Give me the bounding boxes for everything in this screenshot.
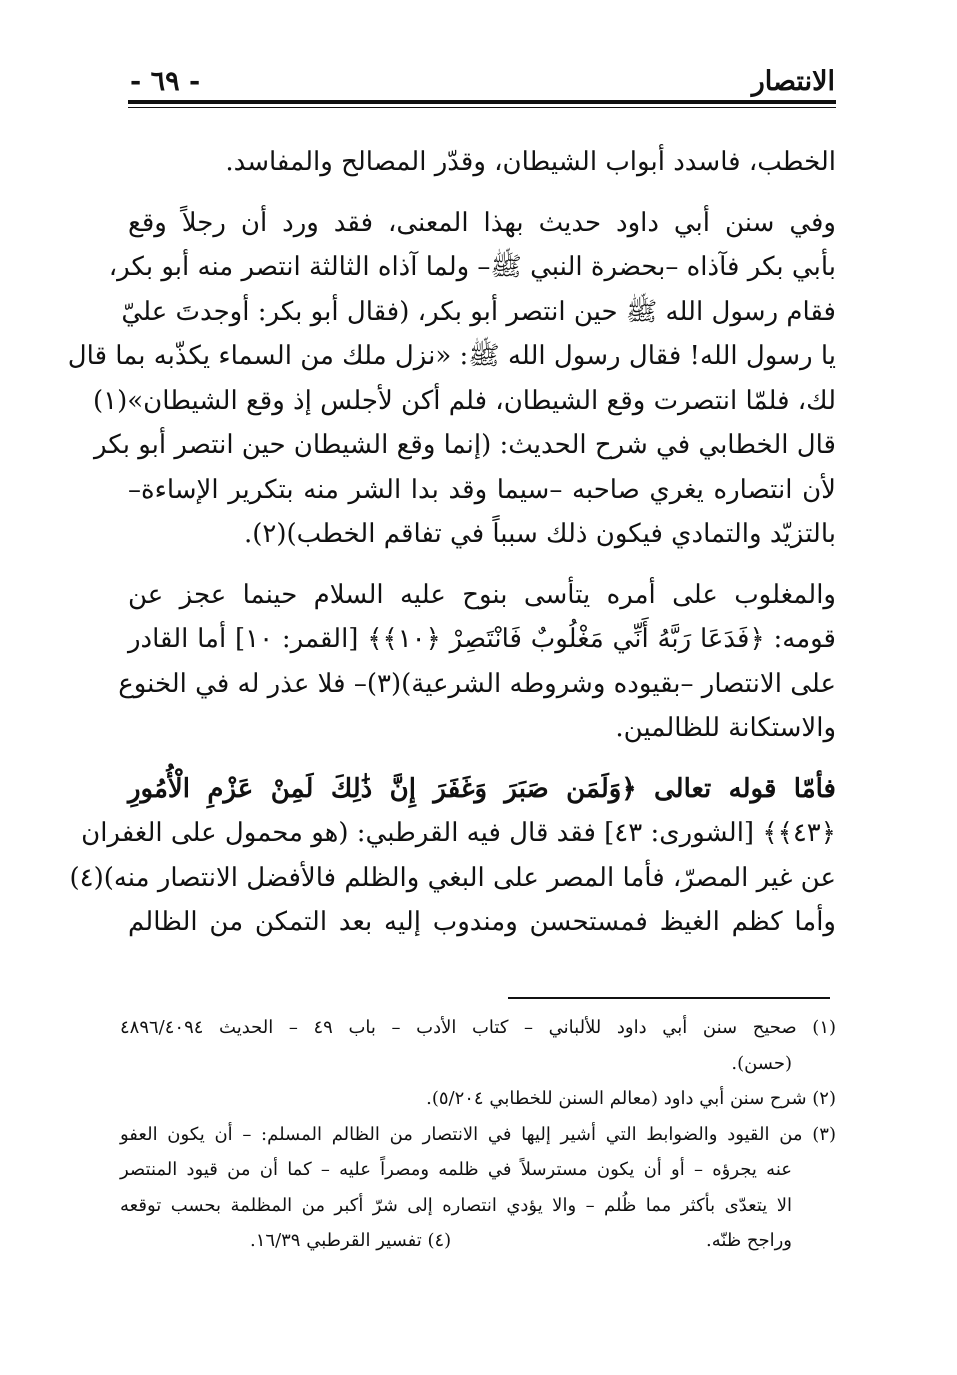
text-line: يا رسول الله! فقال رسول الله ﷺ: «نزل ملك من السماء يكذّبه بما قال — [67, 341, 836, 371]
footnote-line: (٣) من القيود والضوابط التي أشير إليها في الانتصار من الظالم المسلم: – أن يكون العفو — [120, 1123, 836, 1145]
text-line: وأما كظم الغيظ فمستحسن ومندوب إليه بعد التمكن من الظالم — [128, 907, 836, 937]
page-number: - ٦٩ - — [130, 66, 201, 97]
quran-verse-line: فأمّا قوله تعالى ﴿وَلَمَن صَبَرَ وَغَفَرَ إِنَّ ذَٰلِكَ لَمِنْ عَزْمِ الْأُمُورِ — [128, 773, 836, 804]
footnote-line — [120, 1223, 836, 1259]
footnote-line: عنه يجرؤه – أو أن يكون مسترسلاً في ظلمه ومصراً عليه – كما أن من قيود المنتصر — [120, 1159, 792, 1180]
text-line: لك، فلمّا انتصرت وقع الشيطان، فلم أكن لأجلس إذ وقع الشيطان»(١) — [93, 385, 836, 416]
quran-verse-line: قومه: ﴿فَدَعَا رَبَّهُ أَنِّي مَغْلُوبٌ فَانْتَصِرْ ﴿١٠﴾﴾ [القمر: ١٠] أما القادر — [128, 624, 836, 654]
text-line: لأن انتصاره يغري صاحبه –سيما وقد بدا الشر منه بتكرير الإساءة– — [128, 474, 836, 505]
text-line: عن غير المصرّ، فأما المصر على البغي والظلم فالأفضل الانتصار منه)(٤) — [69, 862, 836, 893]
text-line: فقام رسول الله ﷺ حين انتصر أبو بكر، (فقال أبو بكر: أوجدتَ عليّ — [121, 296, 836, 327]
header-rule-thin — [128, 107, 836, 108]
text-line: قال الخطابي في شرح الحديث: (إنما وقع الشيطان حين انتصر أبو بكر — [93, 430, 836, 460]
text-line: والاستكانة للظالمين. — [615, 713, 836, 743]
footnote-line: (٢) شرح سنن أبي داود (معالم السنن للخطابي ٥/٢٠٤). — [426, 1088, 836, 1109]
footnote-line-part: وراجح ظنّه. — [706, 1230, 792, 1251]
text-line: والمغلوب على أمره يتأسى بنوح عليه السلام حينما عجز عن — [128, 579, 836, 610]
main-text — [67, 140, 836, 945]
text-line: وفي سنن أبي داود حديث بهذا المعنى، فقد ورد أن رجلاً وقع — [128, 207, 836, 238]
header-rule-thick — [128, 100, 836, 104]
footnotes — [120, 1010, 836, 1259]
footnote-line: (١) صحيح سنن أبي داود للألباني – كتاب الأدب – باب ٤٩ – الحديث ٤٨٩٦/٤٠٩٤ — [120, 1017, 837, 1038]
text-line: ﴿٤٣﴾﴾ [الشورى: ٤٣] فقد قال فيه القرطبي: (هو محمول على الغفران — [81, 818, 836, 848]
running-header — [130, 60, 835, 100]
text-line: الخطب، فاسدد أبواب الشيطان، وقدّر المصالح والمفاسد. — [225, 147, 836, 177]
text-line: بالتزيّد والتمادي فيكون ذلك سبباً في تفاقم الخطب)(٢). — [243, 519, 836, 549]
footnote-line: الا يتعدّى بأكثر مما ظُلم – والا يؤدي انتصاره إلى شرّ أكبر من المظلمة بحسب توقعه — [120, 1194, 792, 1216]
text-line: بأبي بكر فآذاه –بحضرة النبي ﷺ– ولما آذاه الثالثة انتصر منه أبو بكر، — [108, 252, 836, 282]
footnote-line: (حسن). — [731, 1052, 792, 1074]
text-line: على الانتصار –بقيوده وشروطه الشرعية)(٣)– فلا عذر له في الخنوع — [118, 668, 836, 699]
footnote-line-part: (٤) تفسير القرطبي ١٦/٣٩. — [250, 1230, 452, 1251]
footnote-separator — [508, 997, 830, 999]
book-title: الانتصار — [751, 66, 835, 97]
